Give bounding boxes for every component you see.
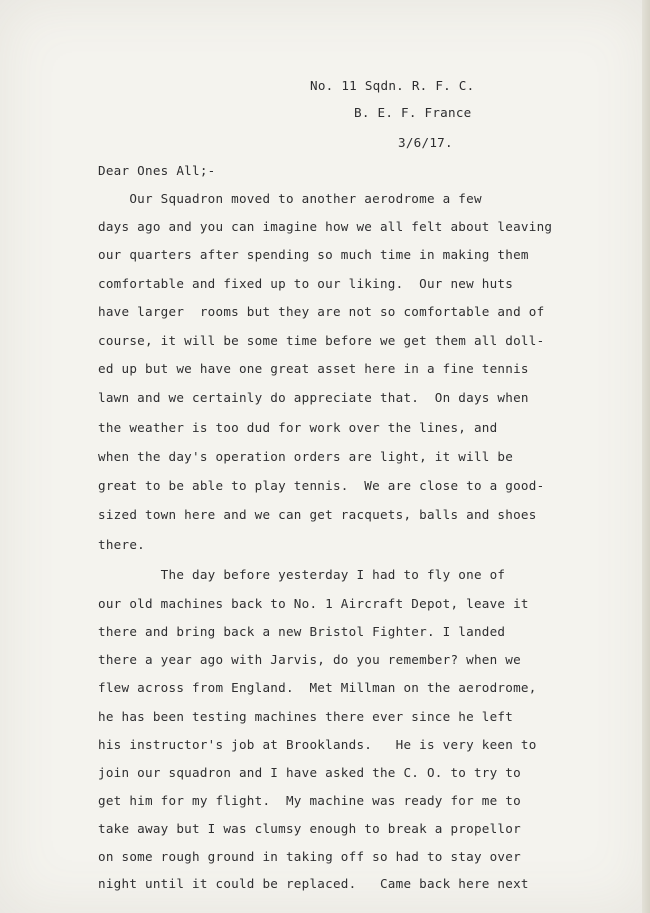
body-line: have larger rooms but they are not so comfortable and of — [98, 304, 545, 319]
body-line: flew across from England. Met Millman on the aerodrome, — [98, 680, 537, 695]
body-line: his instructor's job at Brooklands. He is very keen to — [98, 737, 537, 752]
body-line: he has been testing machines there ever since he left — [98, 709, 514, 724]
salutation: Dear Ones All;- — [98, 163, 216, 178]
body-line: lawn and we certainly do appreciate that. On days when — [98, 390, 529, 405]
body-line: on some rough ground in taking off so had to stay over — [98, 849, 521, 864]
body-line: great to be able to play tennis. We are close to a good- — [98, 478, 545, 493]
body-line: take away but I was clumsy enough to break a propellor — [98, 821, 521, 836]
body-line: there and bring back a new Bristol Fighter. I landed — [98, 624, 506, 639]
body-line: The day before yesterday I had to fly one of — [98, 567, 506, 582]
body-line: get him for my flight. My machine was ready for me to — [98, 793, 521, 808]
header-unit: No. 11 Sqdn. R. F. C. — [310, 78, 475, 93]
body-line: our old machines back to No. 1 Aircraft Depot, leave it — [98, 596, 529, 611]
body-line: course, it will be some time before we get them all doll- — [98, 333, 545, 348]
body-line: there. — [98, 537, 145, 552]
header-location: B. E. F. France — [354, 105, 472, 120]
body-line: there a year ago with Jarvis, do you remember? when we — [98, 652, 521, 667]
page-edge-shadow — [642, 0, 650, 913]
body-line: the weather is too dud for work over the lines, and — [98, 420, 498, 435]
body-line: night until it could be replaced. Came back here next — [98, 876, 529, 891]
body-line: sized town here and we can get racquets, balls and shoes — [98, 507, 537, 522]
body-line: days ago and you can imagine how we all felt about leaving — [98, 219, 553, 234]
header-date: 3/6/17. — [398, 135, 453, 150]
body-line: ed up but we have one great asset here in a fine tennis — [98, 361, 529, 376]
body-line: when the day's operation orders are light, it will be — [98, 449, 514, 464]
body-line: Our Squadron moved to another aerodrome a few — [98, 191, 482, 206]
body-line: comfortable and fixed up to our liking. Our new huts — [98, 276, 514, 291]
body-line: join our squadron and I have asked the C. O. to try to — [98, 765, 521, 780]
body-line: our quarters after spending so much time in making them — [98, 247, 529, 262]
